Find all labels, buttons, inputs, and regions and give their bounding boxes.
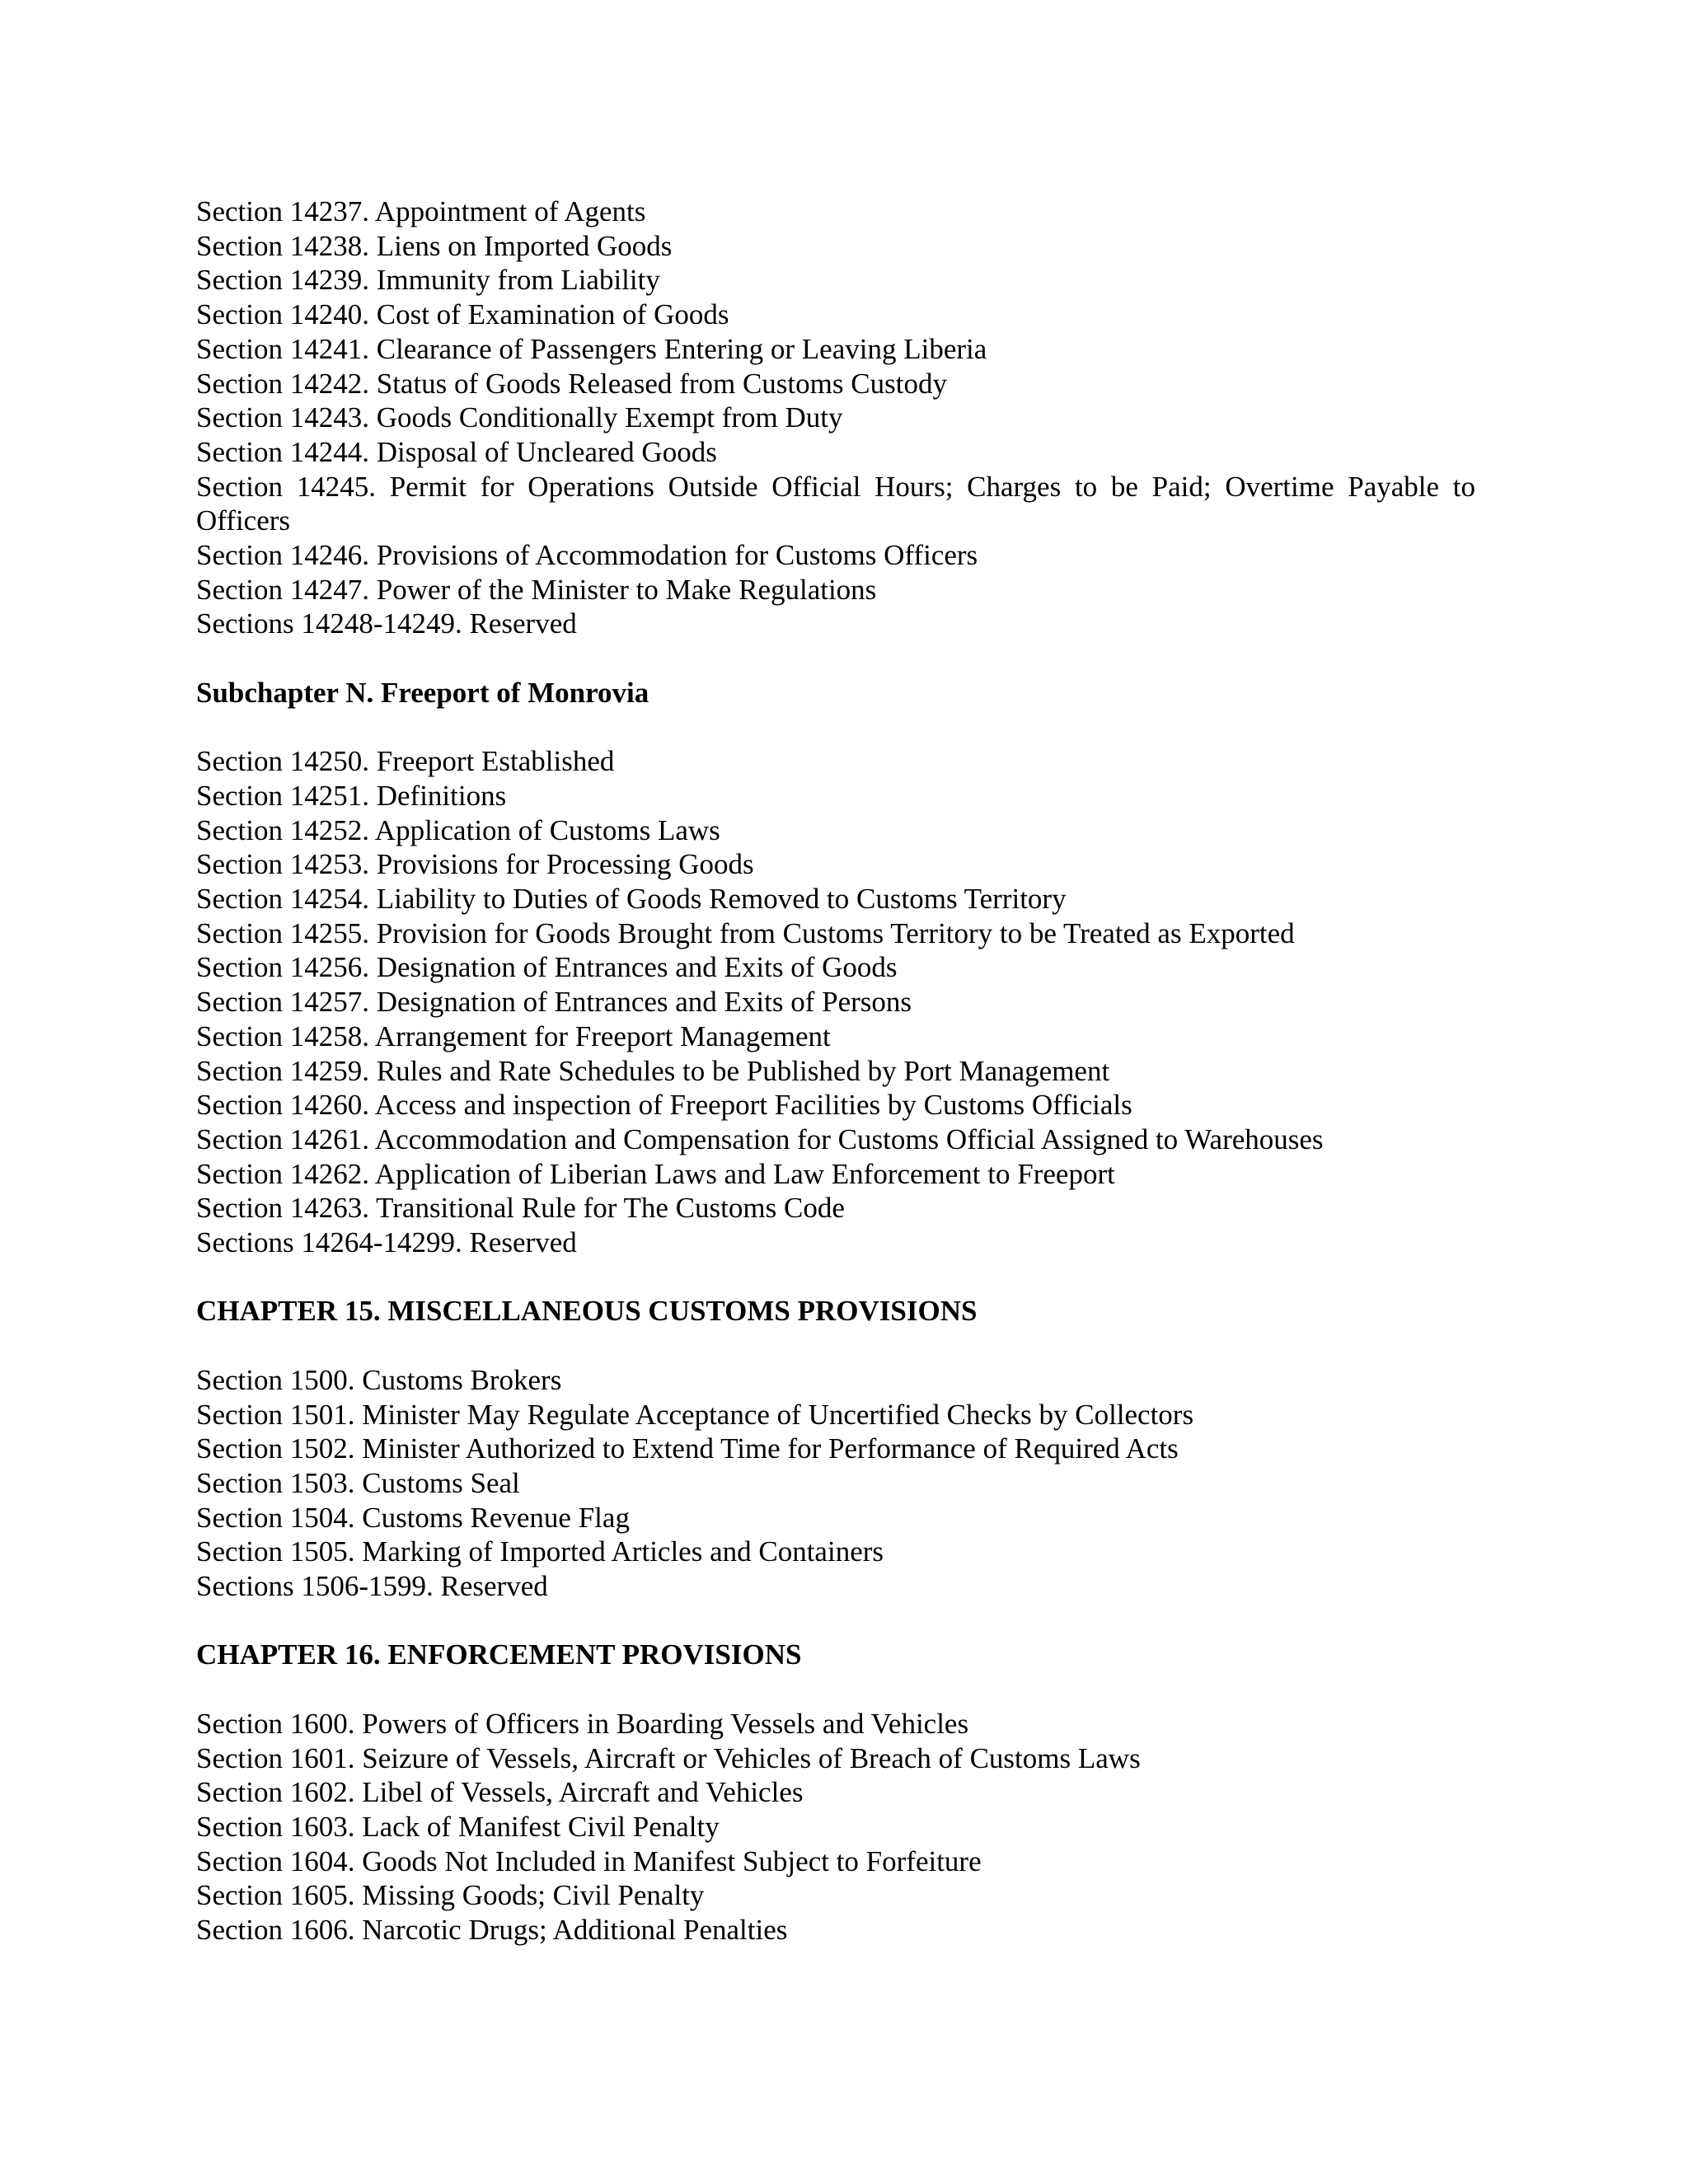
section-entry: Section 14238. Liens on Imported Goods	[196, 229, 673, 262]
section-entry: Section 1603. Lack of Manifest Civil Penalty	[196, 1810, 720, 1843]
section-entry: Section 14240. Cost of Examination of Goods	[196, 298, 729, 331]
section-entry: Section 14243. Goods Conditionally Exempt from Duty	[196, 401, 843, 434]
section-entry: Sections 14248-14249. Reserved	[196, 607, 577, 640]
spacer	[196, 1604, 1475, 1638]
section-list-subchapter-n	[196, 744, 1475, 1260]
section-list-subchapter-m-continued	[196, 194, 1475, 641]
section-entry: Section 14242. Status of Goods Released from Customs Custody	[196, 367, 947, 400]
section-entry: Section 14239. Immunity from Liability	[196, 264, 660, 297]
section-entry: Section 14245. Permit for Operations Outside Official Hours; Charges to be Paid; Overtime Payable to Officers	[196, 470, 1475, 537]
section-entry: Section 14257. Designation of Entrances and Exits of Persons	[196, 986, 912, 1019]
document-page	[196, 194, 1475, 1947]
spacer	[196, 641, 1475, 676]
section-entry: Section 1604. Goods Not Included in Manifest Subject to Forfeiture	[196, 1844, 982, 1877]
section-entry: Section 14252. Application of Customs Laws	[196, 813, 720, 846]
section-entry: Section 14253. Provisions for Processing Goods	[196, 848, 754, 881]
section-entry: Section 14254. Liability to Duties of Goods Removed to Customs Territory	[196, 883, 1067, 916]
section-entry: Section 1504. Customs Revenue Flag	[196, 1501, 630, 1534]
spacer	[196, 1260, 1475, 1295]
section-entry: Section 1502. Minister Authorized to Extend Time for Performance of Required Acts	[196, 1432, 1179, 1465]
section-entry: Section 1505. Marking of Imported Articles and Containers	[196, 1535, 884, 1568]
section-entry: Section 14259. Rules and Rate Schedules to be Published by Port Management	[196, 1054, 1110, 1087]
section-entry: Section 1501. Minister May Regulate Acceptance of Uncertified Checks by Collectors	[196, 1398, 1194, 1431]
section-entry: Section 14255. Provision for Goods Brought from Customs Territory to be Treated as Exported	[196, 916, 1295, 949]
section-entry: Section 14261. Accommodation and Compensation for Customs Official Assigned to Warehouses	[196, 1122, 1324, 1155]
section-entry: Section 14263. Transitional Rule for The Customs Code	[196, 1192, 845, 1225]
spacer	[196, 1672, 1475, 1707]
section-entry: Section 14244. Disposal of Uncleared Goods	[196, 435, 717, 468]
chapter-heading: CHAPTER 16. ENFORCEMENT PROVISIONS	[196, 1638, 802, 1671]
chapter-heading: CHAPTER 15. MISCELLANEOUS CUSTOMS PROVISIONS	[196, 1295, 978, 1328]
section-entry: Section 1503. Customs Seal	[196, 1466, 520, 1499]
section-entry: Section 1601. Seizure of Vessels, Aircraft or Vehicles of Breach of Customs Laws	[196, 1741, 1141, 1774]
section-entry: Section 1500. Customs Brokers	[196, 1363, 562, 1396]
section-entry: Section 1600. Powers of Officers in Boarding Vessels and Vehicles	[196, 1707, 969, 1740]
section-entry: Section 14260. Access and inspection of Freeport Facilities by Customs Officials	[196, 1089, 1132, 1122]
section-list-chapter-15	[196, 1363, 1475, 1604]
subchapter-heading: Subchapter N. Freeport of Monrovia	[196, 676, 649, 709]
section-entry: Section 14246. Provisions of Accommodation for Customs Officers	[196, 539, 978, 572]
section-entry: Section 1602. Libel of Vessels, Aircraft and Vehicles	[196, 1776, 804, 1809]
section-entry: Section 14258. Arrangement for Freeport Management	[196, 1019, 831, 1052]
section-entry: Sections 14264-14299. Reserved	[196, 1226, 577, 1259]
spacer	[196, 1329, 1475, 1363]
section-entry: Section 14262. Application of Liberian Laws and Law Enforcement to Freeport	[196, 1157, 1115, 1190]
section-entry: Section 1606. Narcotic Drugs; Additional Penalties	[196, 1914, 788, 1947]
section-entry: Section 14237. Appointment of Agents	[196, 195, 646, 227]
section-entry: Sections 1506-1599. Reserved	[196, 1570, 548, 1603]
spacer	[196, 710, 1475, 745]
section-entry: Section 14247. Power of the Minister to Make Regulations	[196, 573, 877, 606]
section-entry: Section 14250. Freeport Established	[196, 745, 615, 778]
section-entry: Section 14241. Clearance of Passengers Entering or Leaving Liberia	[196, 332, 987, 365]
section-entry: Section 1605. Missing Goods; Civil Penalty	[196, 1879, 705, 1912]
section-list-chapter-16	[196, 1707, 1475, 1947]
section-entry: Section 14256. Designation of Entrances and Exits of Goods	[196, 951, 898, 984]
section-entry: Section 14251. Definitions	[196, 779, 507, 812]
